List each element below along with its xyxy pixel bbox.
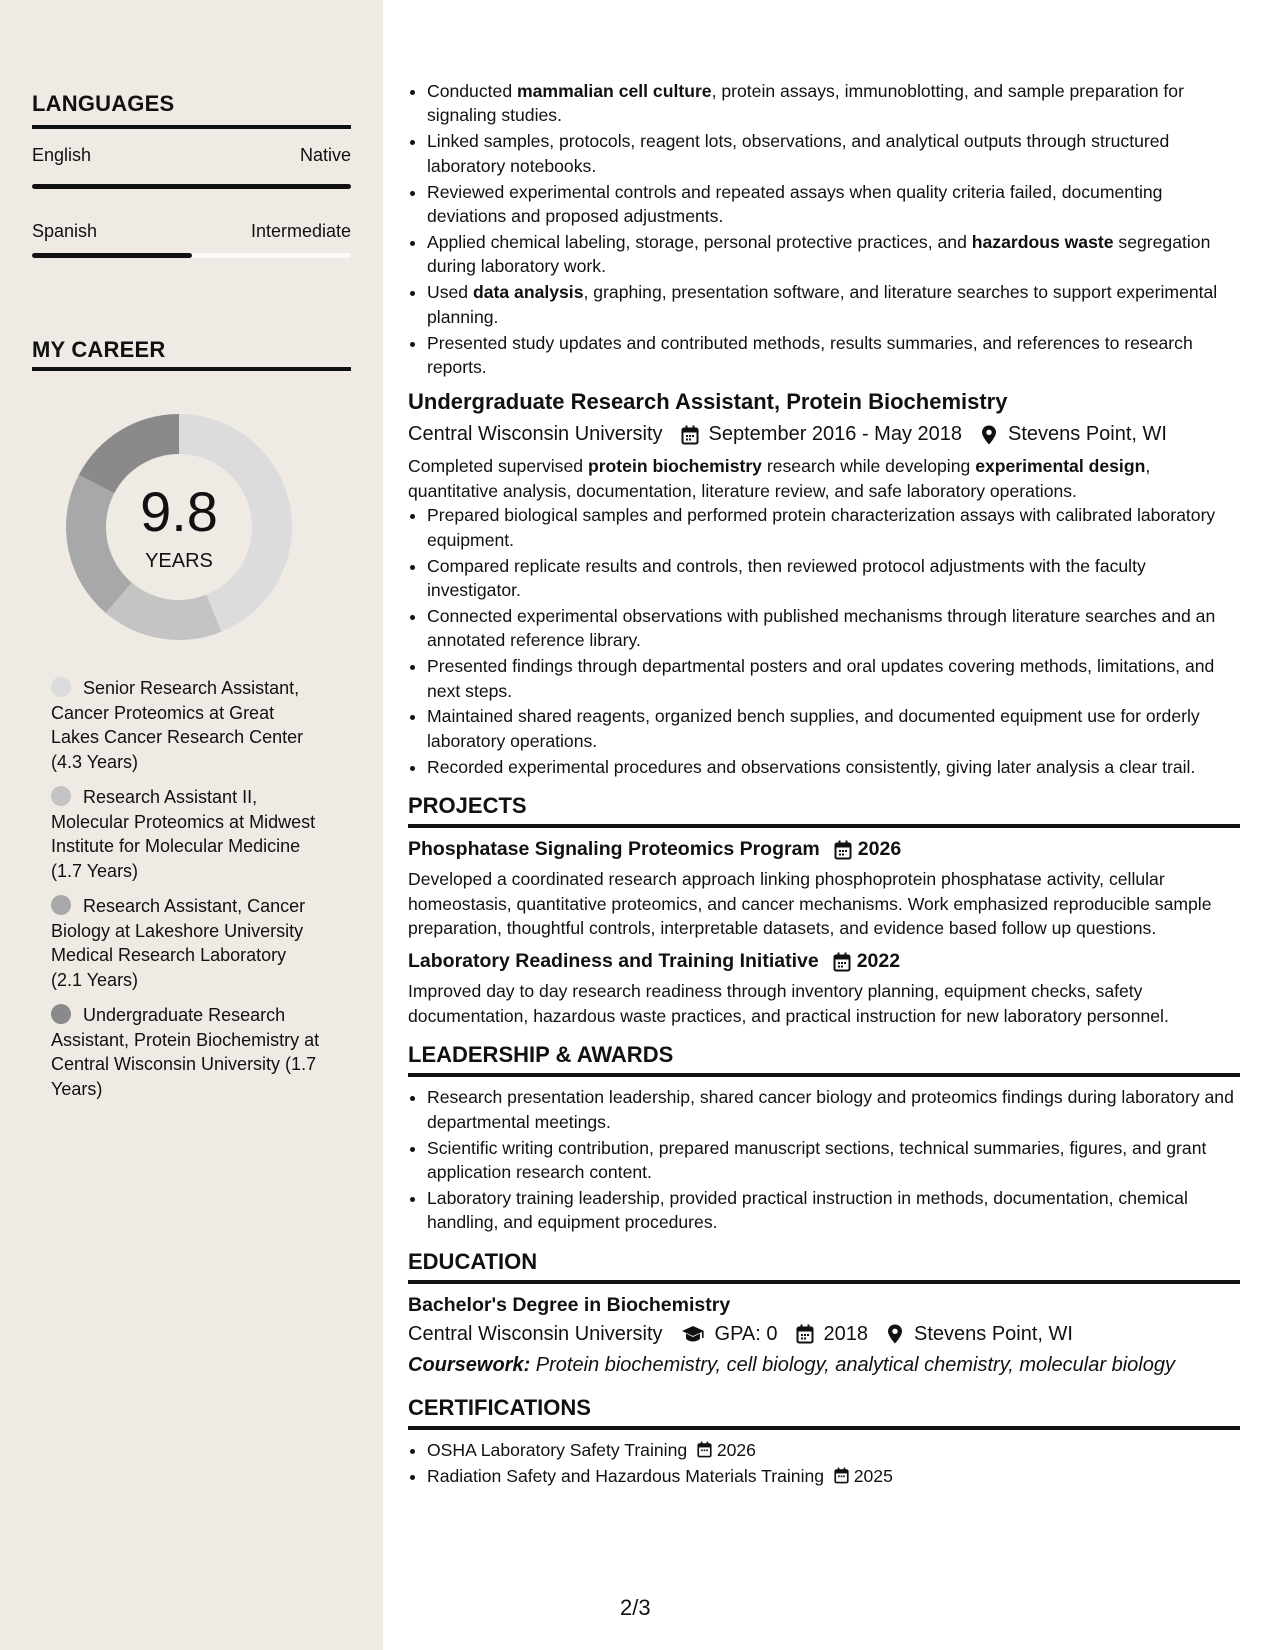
graduation-year: 2018 [823, 1322, 869, 1345]
calendar-icon [681, 425, 699, 445]
degree-title: Bachelor's Degree in Biochemistry [408, 1293, 731, 1316]
calendar-icon [796, 1324, 814, 1344]
language-bar-english [32, 184, 351, 189]
location-pin-icon [980, 425, 998, 445]
languages-rule [32, 125, 351, 129]
bullet-item: • Presented findings through departmental posters and oral updates covering methods, limitations, and next steps. [427, 654, 1240, 703]
career-legend-item [51, 785, 321, 883]
career-years-label: YEARS [145, 550, 213, 572]
bullet-item: • Linked samples, protocols, reagent lots, observations, and analytical outputs through structured laboratory notebooks. [427, 129, 1240, 178]
certification-year: 2025 [853, 1465, 893, 1486]
certifications-heading: CERTIFICATIONS [408, 1395, 1240, 1430]
gpa: GPA: 0 [714, 1322, 778, 1345]
legend-dot-icon [51, 786, 71, 806]
project-year: 2022 [856, 950, 901, 973]
job-location: Stevens Point, WI [1008, 423, 1167, 446]
calendar-icon [833, 952, 851, 972]
certification-item: • Radiation Safety and Hazardous Materials Training 2025 [427, 1464, 1240, 1488]
main-content [408, 0, 1240, 1650]
job-meta [408, 423, 1240, 446]
language-name: Spanish [32, 221, 98, 241]
legend-dot-icon [51, 1004, 71, 1024]
bullet-item: • Scientific writing contribution, prepared manuscript sections, technical summaries, figures, and grant application research content. [427, 1136, 1240, 1185]
language-bar-fill [32, 253, 192, 258]
career-total-years: 9.8 [140, 480, 218, 543]
career-legend-label: Research Assistant, Cancer Biology at Lakeshore University Medical Research Laboratory (2.1 Years) [51, 896, 306, 990]
project-description: Improved day to day research readiness through inventory planning, equipment checks, safety documentation, hazardous waste practices, and practical instruction for new laboratory personnel. [408, 981, 1169, 1026]
career-legend-label: Undergraduate Research Assistant, Protein Biochemistry at Central Wisconsin University (1.7 Years) [51, 1005, 320, 1099]
job-title: Undergraduate Research Assistant, Protein Biochemistry [408, 389, 1008, 415]
school-name: Central Wisconsin University [408, 1322, 663, 1345]
page-number: 2/3 [620, 1595, 651, 1620]
languages-heading: LANGUAGES [32, 91, 175, 116]
legend-dot-icon [51, 895, 71, 915]
certification-item: • OSHA Laboratory Safety Training 2026 [427, 1438, 1240, 1462]
career-rule [32, 367, 351, 371]
bullet-item: • Reviewed experimental controls and repeated assays when quality criteria failed, documenting deviations and proposed adjustments. [427, 180, 1240, 229]
career-legend-item [51, 894, 321, 992]
sidebar [0, 0, 383, 1650]
project-title: Laboratory Readiness and Training Initiative 2022 [408, 950, 901, 973]
legend-dot-icon [51, 677, 71, 697]
previous-job-bullets [408, 79, 1240, 379]
job-dates: September 2016 - May 2018 [708, 423, 963, 446]
project-description: Developed a coordinated research approach linking phosphoprotein phosphatase activity, cellular homeostasis, quantitative proteomics, and cancer mechanisms. Work emphasized reproducible sample preparation, thoughtful controls, interpretable datasets, and evidence based follow up questions. [408, 869, 1212, 938]
career-legend [51, 676, 321, 1112]
career-legend-item [51, 676, 321, 774]
certification-year: 2026 [716, 1439, 756, 1460]
bullet-item: • Recorded experimental procedures and observations consistently, giving later analysis a clear trail. [427, 755, 1240, 779]
projects-heading: PROJECTS [408, 793, 1240, 828]
calendar-icon [834, 1467, 849, 1484]
bullet-item: • Presented study updates and contributed methods, results summaries, and references to research reports. [427, 331, 1240, 380]
project-year: 2026 [857, 838, 902, 861]
bullet-item: • Research presentation leadership, shared cancer biology and proteomics findings during laboratory and departmental meetings. [427, 1085, 1240, 1134]
graduation-cap-icon [681, 1324, 705, 1344]
job-bullets [408, 503, 1240, 779]
career-legend-label: Research Assistant II, Molecular Proteomics at Midwest Institute for Molecular Medicine (1.7 Years) [51, 787, 316, 881]
language-level: Intermediate [250, 221, 351, 241]
language-spanish [32, 221, 351, 242]
language-level: Native [299, 145, 351, 165]
leadership-heading: LEADERSHIP & AWARDS [408, 1042, 1240, 1077]
calendar-icon [834, 840, 852, 860]
language-name: English [32, 145, 92, 165]
leadership-bullets [408, 1085, 1240, 1234]
career-legend-label: Senior Research Assistant, Cancer Proteomics at Great Lakes Cancer Research Center (4.3 Years) [51, 678, 304, 772]
project-title: Phosphatase Signaling Proteomics Program 2026 [408, 838, 902, 861]
education-meta [408, 1323, 1240, 1346]
language-english [32, 145, 351, 166]
bullet-item: • Conducted mammalian cell culture, protein assays, immunoblotting, and sample preparation for signaling studies. [427, 79, 1240, 128]
certifications-list [408, 1438, 1240, 1488]
location-pin-icon [886, 1324, 904, 1344]
language-bar-fill [32, 184, 351, 189]
bullet-item: • Maintained shared reagents, organized bench supplies, and documented equipment use for orderly laboratory operations. [427, 704, 1240, 753]
coursework: Coursework: Protein biochemistry, cell biology, analytical chemistry, molecular biology [408, 1353, 1175, 1376]
bullet-item: • Laboratory training leadership, provided practical instruction in methods, documentation, chemical handling, and equipment procedures. [427, 1186, 1240, 1235]
calendar-icon [697, 1441, 712, 1458]
bullet-item: • Applied chemical labeling, storage, personal protective practices, and hazardous waste segregation during laboratory work. [427, 230, 1240, 279]
education-heading: EDUCATION [408, 1249, 1240, 1284]
bullet-item: • Connected experimental observations with published mechanisms through literature searches and an annotated reference library. [427, 604, 1240, 653]
bullet-item: • Prepared biological samples and performed protein characterization assays with calibrated laboratory equipment. [427, 503, 1240, 552]
bullet-item: • Used data analysis, graphing, presentation software, and literature searches to support experimental planning. [427, 280, 1240, 329]
bullet-item: • Compared replicate results and controls, then reviewed protocol adjustments with the faculty investigator. [427, 554, 1240, 603]
job-summary: Completed supervised protein biochemistry research while developing experimental design, quantitative analysis, documentation, literature review, and safe laboratory operations. [408, 456, 1151, 501]
career-heading: MY CAREER [32, 337, 166, 362]
school-location: Stevens Point, WI [914, 1322, 1073, 1345]
language-bar-spanish [32, 253, 351, 258]
career-legend-item [51, 1003, 321, 1101]
job-org: Central Wisconsin University [408, 423, 663, 446]
